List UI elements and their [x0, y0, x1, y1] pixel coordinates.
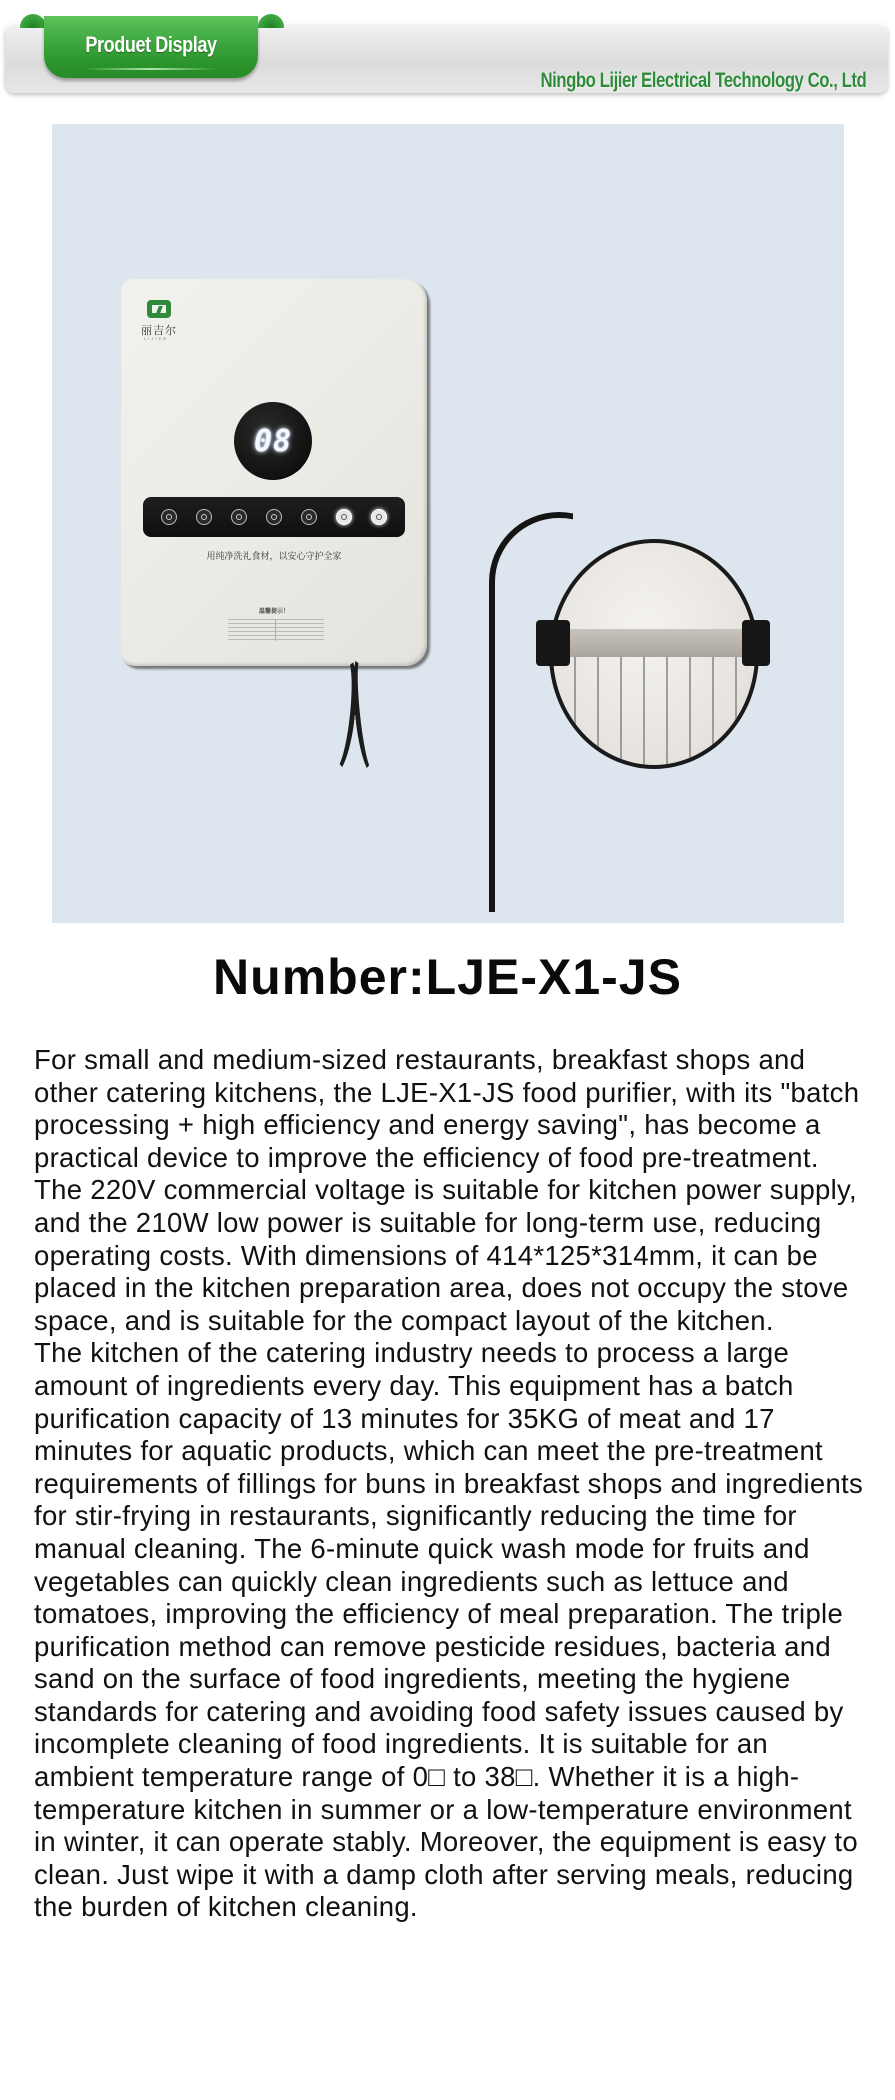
ribbon-fold-right	[258, 14, 284, 28]
led-display-value: 08	[253, 423, 293, 459]
description-paragraph: For small and medium-sized restaurants, breakfast shops and other catering kitchens, the LJE-X1-JS food purifier, with its "batch processing + high efficiency and energy saving", has become a practical device to improve the efficiency of food pre-treatment. The 220V commercial voltage is suitable for kitchen power supply, and the 210W low power is suitable for long-term use, reducing operating costs. With dimensions of 414*125*314mm, it can be placed in the kitchen preparation area, does not occupy the stove space, and is suitable for the compact layout of the kitchen.	[34, 1044, 860, 1336]
vegetable-icon	[301, 509, 317, 525]
model-number-label: Number	[213, 949, 408, 1005]
probe-clip-right	[742, 620, 770, 666]
product-description	[34, 1044, 864, 1924]
company-name: Ningbo Lijier Electrical Technology Co., Ltd	[540, 69, 866, 92]
probe-grille	[553, 653, 755, 765]
mode-icon	[336, 509, 352, 525]
brand-logo-text: 丽吉尔	[141, 324, 177, 337]
led-display	[234, 402, 312, 480]
brand-logo-subtext: LIJIER	[144, 336, 169, 341]
model-number-separator: :	[407, 949, 426, 1005]
model-number-value: LJE-X1-JS	[425, 949, 682, 1005]
seafood-icon	[231, 509, 247, 525]
control-panel	[143, 497, 405, 537]
product-image	[52, 124, 844, 923]
probe-bracket	[544, 629, 766, 657]
section-tab-label: Produet Display	[85, 32, 217, 57]
description-paragraph: The kitchen of the catering industry needs to process a large amount of ingredients every day. This equipment has a batch purification capacity of 13 minutes for 35KG of meat and 17 minutes for aquatic products, which can meet the pre-treatment requirements of fillings for buns in breakfast shops and ingredients for stir-frying in restaurants, significantly reducing the time for manual cleaning. The 6-minute quick wash mode for fruits and vegetables can quickly clean ingredients such as lettuce and tomatoes, improving the efficiency of meal preparation. The triple purification method can remove pesticide residues, bacteria and sand on the surface of food ingredients, meeting the hygiene standards for catering and avoiding food safety issues caused by incomplete cleaning of food ingredients. It is suitable for an ambient temperature range of 0□ to 38□. Whether it is a high-temperature kitchen in summer or a low-temperature environment in winter, it can operate stably. Moreover, the equipment is easy to clean. Just wipe it with a damp cloth after serving meals, reducing the burden of kitchen cleaning.	[34, 1337, 864, 1923]
section-tab-ribbon	[44, 16, 258, 78]
purifier-main-unit	[121, 279, 427, 666]
device-notice-text	[228, 619, 324, 643]
fruit-icon	[196, 509, 212, 525]
device-notice-title: 温馨提示！	[258, 608, 289, 615]
device-slogan: 用纯净洗礼食材，以安心守护全家	[206, 552, 342, 562]
ribbon-fold-left	[20, 14, 46, 28]
meat-icon	[161, 509, 177, 525]
brand-logo-icon	[147, 300, 171, 318]
probe-clip-left	[536, 620, 570, 666]
power-icon	[371, 509, 387, 525]
cycle-icon	[266, 509, 282, 525]
model-number-title	[0, 948, 895, 1006]
